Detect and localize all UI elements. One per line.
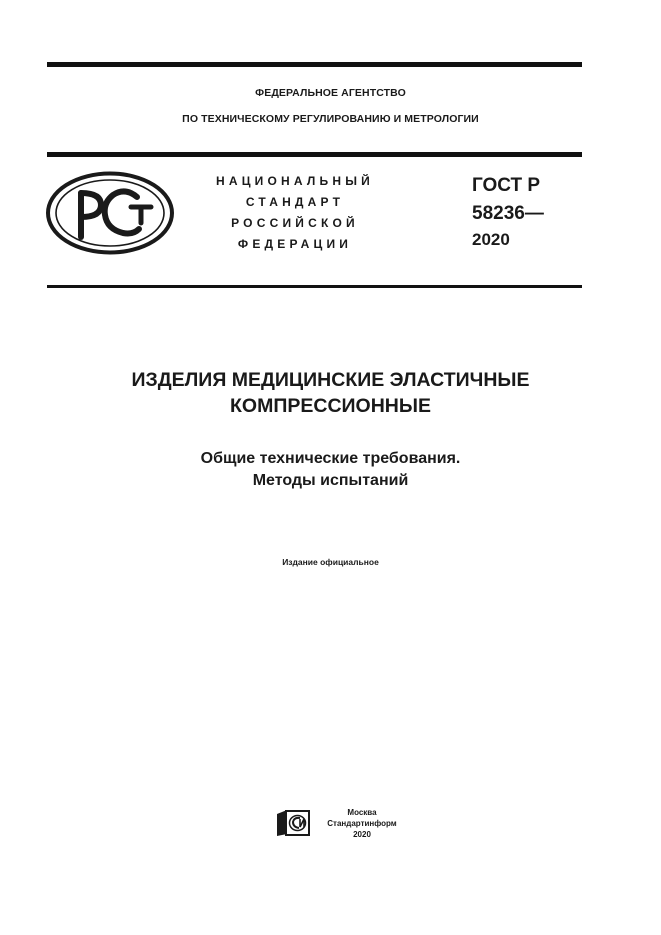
- middle-rule: [47, 152, 582, 157]
- title-line-2: КОМПРЕССИОННЫЕ: [230, 395, 431, 417]
- title-line-1: ИЗДЕЛИЯ МЕДИЦИНСКИЕ ЭЛАСТИЧНЫЕ: [131, 369, 530, 391]
- standartinform-logo-icon: [273, 808, 311, 838]
- designation-year: 2020: [472, 230, 510, 249]
- document-title: [0, 367, 661, 419]
- subtitle-line-1: Общие технические требования.: [200, 450, 461, 467]
- publication-year: 2020: [353, 830, 371, 839]
- publisher-city: Москва: [347, 808, 377, 817]
- agency-name-line-2: ПО ТЕХНИЧЕСКОМУ РЕГУЛИРОВАНИЮ И МЕТРОЛОГИИ: [182, 113, 479, 125]
- document-subtitle: [0, 448, 661, 492]
- publisher-imprint: [316, 807, 408, 840]
- standard-designation: [472, 172, 544, 252]
- national-standard-line: ФЕДЕРАЦИИ: [237, 237, 353, 251]
- top-rule: [47, 62, 582, 67]
- national-standard-label: [200, 171, 390, 255]
- designation-number: 58236—: [472, 203, 544, 224]
- gost-rst-emblem-icon: [45, 171, 175, 255]
- bottom-rule: [47, 285, 582, 288]
- subtitle-line-2: Методы испытаний: [252, 472, 409, 489]
- national-standard-line: НАЦИОНАЛЬНЫЙ: [215, 174, 375, 188]
- agency-name-line-1: ФЕДЕРАЛЬНОЕ АГЕНТСТВО: [255, 87, 406, 99]
- publisher-name: Стандартинформ: [327, 819, 397, 828]
- national-standard-line: СТАНДАРТ: [245, 195, 345, 209]
- national-standard-line: РОССИЙСКОЙ: [231, 216, 359, 230]
- edition-label: Издание официальное: [282, 557, 379, 567]
- designation-prefix: ГОСТ Р: [472, 175, 541, 196]
